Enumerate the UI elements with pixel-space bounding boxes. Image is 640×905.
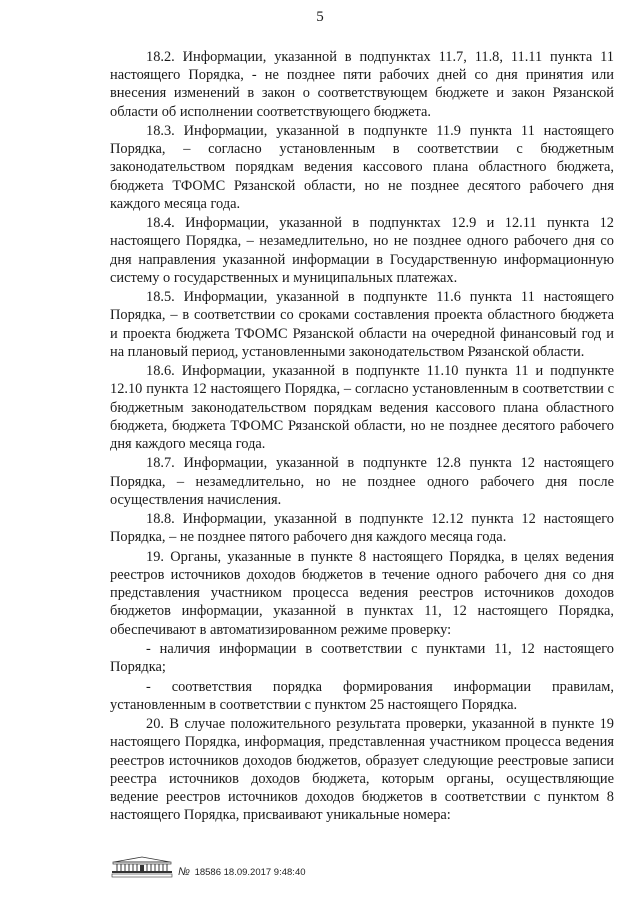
list-item-compliance: - соответствия порядка формирования информации правилам, установленным в соответствии с пунктом 25 настоящего Порядка.: [110, 678, 614, 713]
paragraph-18-8: 18.8. Информации, указанной в подпункте 12.12 пункта 12 настоящего Порядка, – не позднее пятого рабочего дня каждого месяца года.: [110, 511, 614, 546]
paragraph-18-6: 18.6. Информации, указанной в подпункте 11.10 пункта 11 и подпункте 12.10 пункта 12 настоящего Порядка, – согласно установленным в соответствии с бюджетным законодательством порядкам ведения кассового плана областного бюджета, бюджета ТФОМС Рязанской области, но не позднее десятого рабочего дня каждого месяца года.: [110, 363, 614, 453]
paragraph-18-4: 18.4. Информации, указанной в подпунктах 12.9 и 12.11 пункта 12 настоящего Порядка, – незамедлительно, но не позднее одного рабочего дня со дня направления указанной информации в Государственную информационную систему о государственных и муниципальных платежах.: [110, 215, 614, 286]
paragraph-18-3: 18.3. Информации, указанной в подпункте 11.9 пункта 11 настоящего Порядка, – согласно установленным в соответствии с бюджетным законодательством порядкам ведения кассового плана областного бюджета, бюджета ТФОМС Рязанской области, но не позднее десятого рабочего дня каждого месяца года.: [110, 123, 614, 212]
number-sign: №: [178, 866, 190, 878]
paragraph-18-7: 18.7. Информации, указанной в подпункте 12.8 пункта 12 настоящего Порядка, – незамедлительно, но не позднее одного рабочего дня после осуществления начисления.: [110, 455, 614, 508]
page-number: 5: [316, 9, 324, 25]
paragraph-18-5: 18.5. Информации, указанной в подпункте 11.6 пункта 11 настоящего Порядка, – в соответствии со сроками составления проекта областного бюджета и проекта бюджета ТФОМС Рязанской области на очередной финансовый год и на плановый период, установленными законодательством Рязанской области.: [110, 289, 614, 360]
document-number: 18586: [194, 867, 221, 878]
document-body: [110, 48, 614, 826]
paragraph-19: 19. Органы, указанные в пункте 8 настоящего Порядка, в целях ведения реестров источников доходов бюджетов в течение одного рабочего дня со дня представления участником процесса ведения реестров источников доходов бюджетов информации, указанной в пунктах 11, 12 настоящего Порядка, обеспечивают в автоматизированном режиме проверку:: [110, 548, 614, 638]
registration-stamp: [178, 866, 306, 878]
document-footer: [110, 850, 410, 890]
paragraph-20: 20. В случае положительного результата проверки, указанной в пункте 19 настоящего Порядка, информация, представленная участником процесса ведения реестров источников доходов бюджетов, образует следующие реестровые записи реестра источников доходов бюджета, которым органы, осуществляющие ведение реестров источников доходов бюджетов в соответствии с пунктом 8 настоящего Порядка, присваивают уникальные номера:: [110, 716, 614, 824]
list-item-presence: - наличия информации в соответствии с пунктами 11, 12 настоящего Порядка;: [110, 641, 614, 676]
paragraph-18-2: 18.2. Информации, указанной в подпунктах 11.7, 11.8, 11.11 пункта 11 настоящего Порядка, - не позднее пяти рабочих дней со дня принятия или внесения изменений в закон о соответствующем бюджете и закон Рязанской области об исполнении соответствующего бюджета.: [110, 49, 614, 120]
document-datetime: 18.09.2017 9:48:40: [223, 867, 306, 878]
government-building-logo-icon: [110, 856, 174, 878]
